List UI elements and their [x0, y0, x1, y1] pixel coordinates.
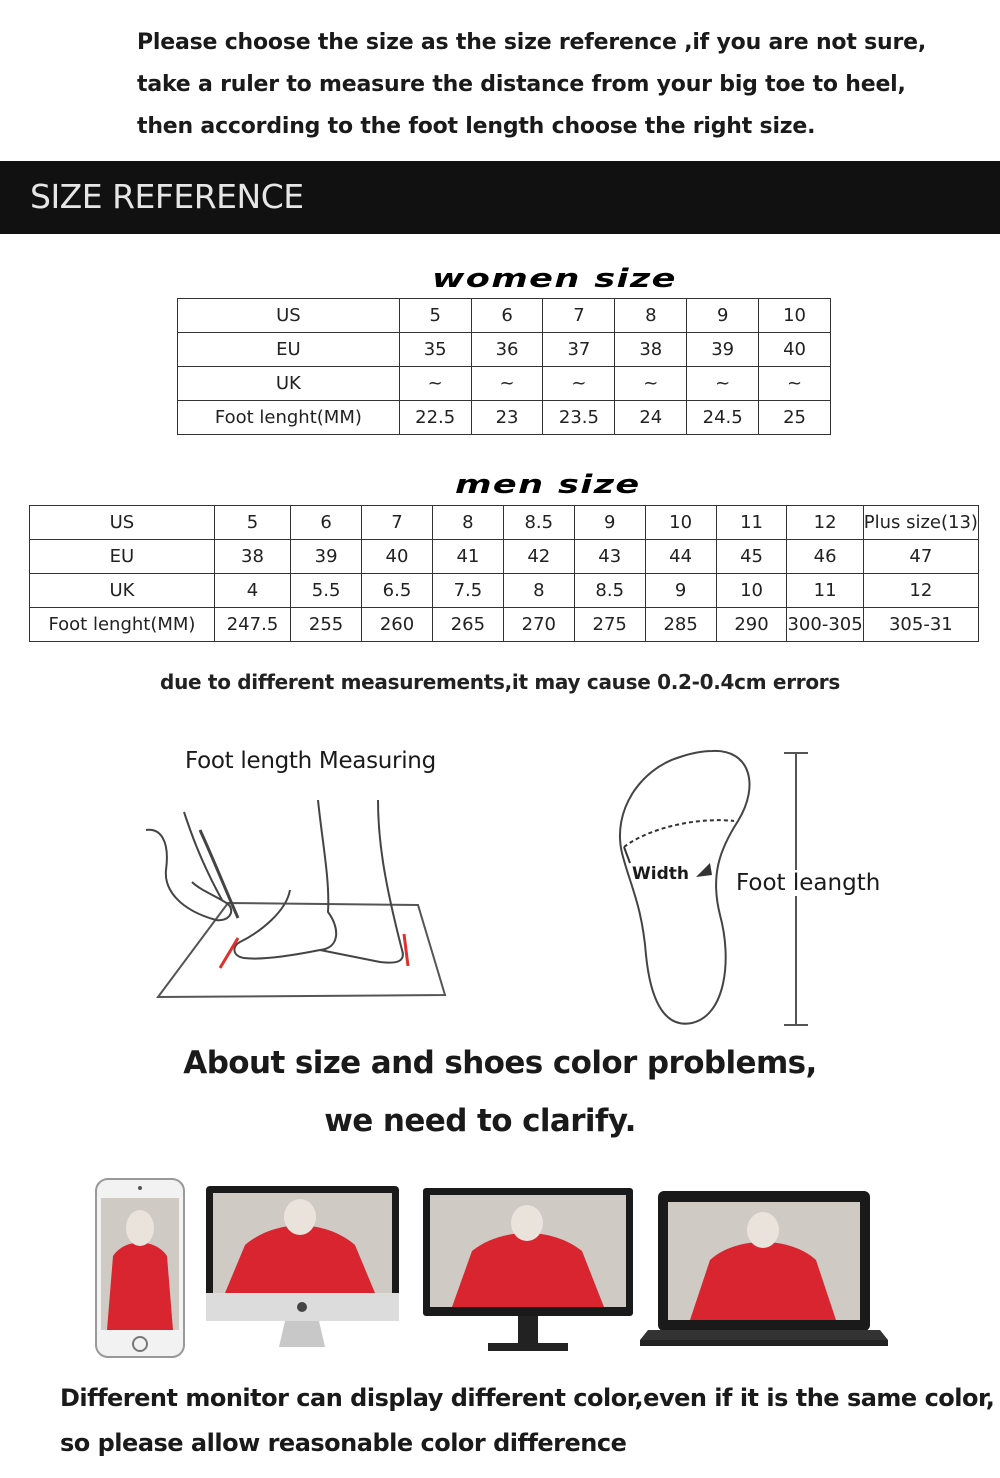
banner-title: SIZE REFERENCE: [30, 177, 304, 216]
intro-text: [137, 22, 937, 148]
foot-length-measuring-title: Foot length Measuring: [185, 748, 436, 774]
men-size-table-cell: 45: [716, 540, 787, 574]
men-size-table-cell: 4: [214, 574, 290, 608]
women-size-table-row-label: EU: [178, 333, 400, 367]
women-size-table-row: [178, 367, 831, 401]
men-size-table-cell: 44: [645, 540, 716, 574]
men-size-table-cell: 255: [291, 608, 362, 642]
women-size-table-cell: 22.5: [399, 401, 471, 435]
women-size-table-cell: ~: [399, 367, 471, 401]
men-size-table-row-label: Foot lenght(MM): [30, 608, 215, 642]
men-size-table-cell: Plus size(13): [863, 506, 978, 540]
men-size-table-row-label: UK: [30, 574, 215, 608]
laptop-device-image: [640, 1190, 888, 1350]
women-size-table-row-label: Foot lenght(MM): [178, 401, 400, 435]
men-size-table-cell: 5: [214, 506, 290, 540]
men-size-table-cell: 7: [362, 506, 433, 540]
men-size-table-row-label: EU: [30, 540, 215, 574]
size-reference-banner: [0, 161, 1000, 234]
women-size-table-cell: 23.5: [543, 401, 615, 435]
intro-line-1: Please choose the size as the size reference ,if you are not sure,: [137, 30, 927, 55]
men-size-table-cell: 305-31: [863, 608, 978, 642]
men-size-table-cell: 7.5: [432, 574, 503, 608]
men-size-table-cell: 38: [214, 540, 290, 574]
women-size-table: [177, 298, 831, 435]
men-size-table-cell: 285: [645, 608, 716, 642]
men-size-table-cell: 6: [291, 506, 362, 540]
men-size-table-cell: 43: [574, 540, 645, 574]
women-size-table-cell: ~: [759, 367, 831, 401]
men-size-table-cell: 9: [574, 506, 645, 540]
men-size-table-cell: 8.5: [503, 506, 574, 540]
women-size-table-row-label: UK: [178, 367, 400, 401]
men-size-table-cell: 247.5: [214, 608, 290, 642]
intro-line-2: take a ruler to measure the distance from your big toe to heel,: [137, 72, 906, 97]
men-size-table-cell: 10: [716, 574, 787, 608]
bottom-line-1: Different monitor can display different color,even if it is the same color,: [60, 1384, 995, 1412]
men-size-table-cell: 275: [574, 608, 645, 642]
women-size-table-cell: 38: [615, 333, 687, 367]
women-size-table-cell: 35: [399, 333, 471, 367]
women-size-table-cell: ~: [543, 367, 615, 401]
women-size-table-cell: 7: [543, 299, 615, 333]
men-size-table-cell: 265: [432, 608, 503, 642]
men-size-table-cell: 11: [716, 506, 787, 540]
foot-length-label: Foot leangth: [736, 870, 881, 896]
women-size-title: women size: [432, 264, 677, 294]
about-heading-line-2: we need to clarify.: [324, 1103, 636, 1139]
men-size-title: men size: [455, 470, 641, 500]
men-size-table-cell: 11: [787, 574, 863, 608]
women-size-table-cell: ~: [471, 367, 543, 401]
men-size-table-row: [30, 506, 979, 540]
men-size-table-cell: 47: [863, 540, 978, 574]
men-size-table-cell: 9: [645, 574, 716, 608]
men-size-table-row-label: US: [30, 506, 215, 540]
women-size-table-row-label: US: [178, 299, 400, 333]
women-size-table-cell: 24: [615, 401, 687, 435]
imac-device-image: [205, 1185, 400, 1355]
men-size-table-cell: 41: [432, 540, 503, 574]
women-size-table-row: [178, 333, 831, 367]
men-size-table-cell: 270: [503, 608, 574, 642]
women-size-table-cell: ~: [615, 367, 687, 401]
women-size-table-cell: 9: [687, 299, 759, 333]
women-size-table-cell: 24.5: [687, 401, 759, 435]
women-size-table-row: [178, 299, 831, 333]
men-size-table-cell: 12: [787, 506, 863, 540]
monitor-device-image: [422, 1187, 634, 1357]
women-size-table-cell: 10: [759, 299, 831, 333]
width-label: Width: [632, 864, 689, 884]
men-size-table-cell: 42: [503, 540, 574, 574]
women-size-table-cell: 6: [471, 299, 543, 333]
men-size-table-cell: 8: [432, 506, 503, 540]
men-size-table-cell: 6.5: [362, 574, 433, 608]
measurement-error-note: due to different measurements,it may cause 0.2-0.4cm errors: [160, 670, 840, 694]
men-size-table-cell: 10: [645, 506, 716, 540]
women-size-table-row: [178, 401, 831, 435]
men-size-table-cell: 46: [787, 540, 863, 574]
women-size-table-cell: 36: [471, 333, 543, 367]
about-heading-line-1: About size and shoes color problems,: [183, 1045, 817, 1081]
men-size-table-cell: 8.5: [574, 574, 645, 608]
men-size-table-row: [30, 574, 979, 608]
men-size-table-cell: 290: [716, 608, 787, 642]
men-size-table-cell: 40: [362, 540, 433, 574]
men-size-table-cell: 260: [362, 608, 433, 642]
women-size-table-cell: 5: [399, 299, 471, 333]
women-size-table-cell: 40: [759, 333, 831, 367]
women-size-table-cell: 23: [471, 401, 543, 435]
women-size-table-cell: 25: [759, 401, 831, 435]
bottom-line-2: so please allow reasonable color difference: [60, 1429, 627, 1457]
men-size-table-row: [30, 608, 979, 642]
men-size-table-cell: 39: [291, 540, 362, 574]
men-size-table: [29, 505, 979, 642]
phone-device-image: [95, 1178, 185, 1358]
women-size-table-cell: 8: [615, 299, 687, 333]
men-size-table-cell: 5.5: [291, 574, 362, 608]
foot-measuring-illustration: [140, 800, 460, 1010]
men-size-table-cell: 8: [503, 574, 574, 608]
intro-line-3: then according to the foot length choose the right size.: [137, 114, 816, 139]
women-size-table-cell: ~: [687, 367, 759, 401]
men-size-table-cell: 300-305: [787, 608, 863, 642]
women-size-table-cell: 37: [543, 333, 615, 367]
women-size-table-cell: 39: [687, 333, 759, 367]
men-size-table-cell: 12: [863, 574, 978, 608]
men-size-table-row: [30, 540, 979, 574]
